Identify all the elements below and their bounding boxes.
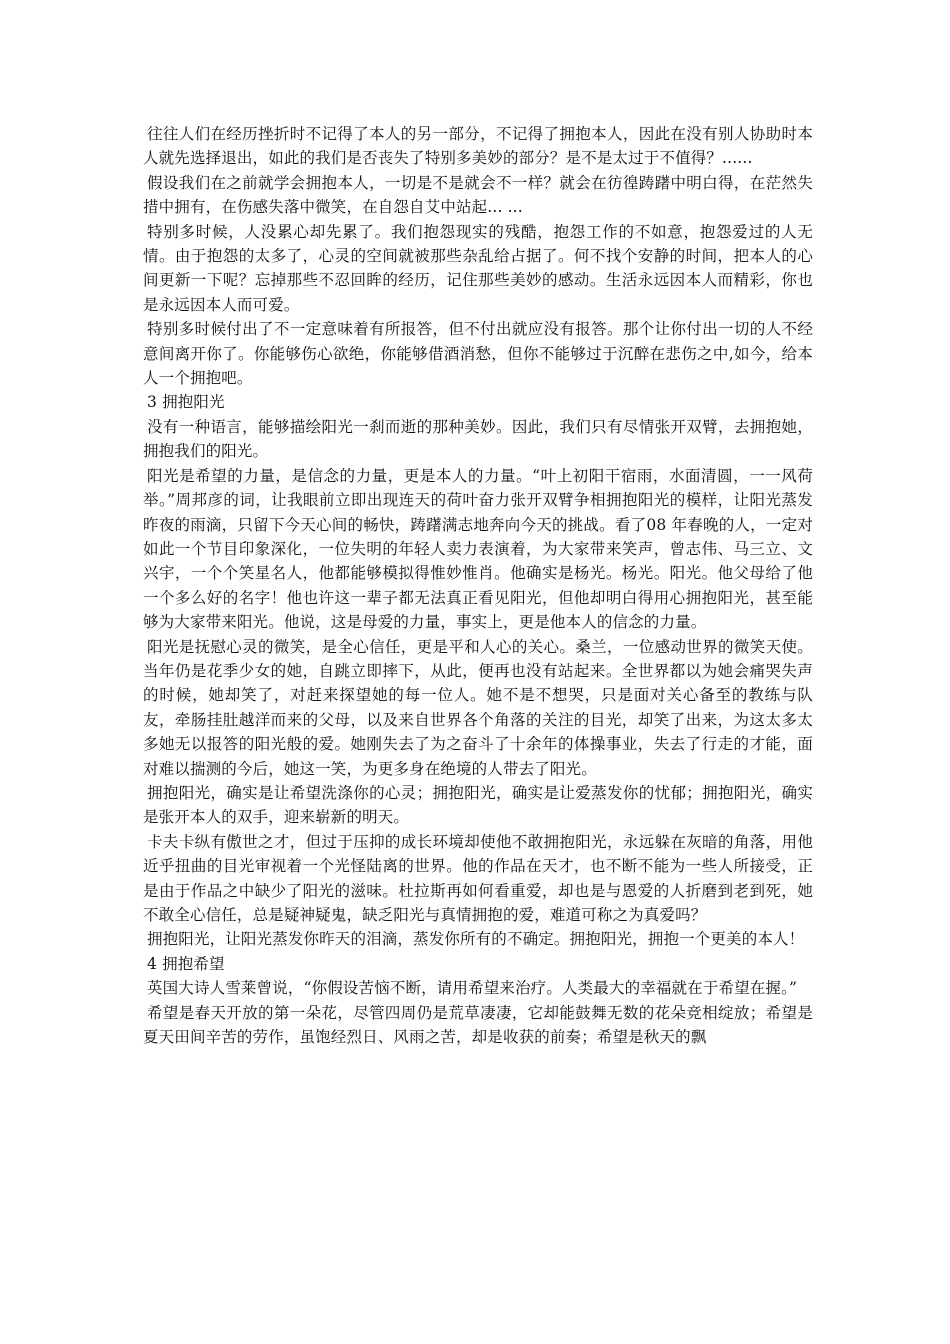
paragraph: 阳光是抚慰心灵的微笑，是全心信任，更是平和人心的关心。桑兰，一位感动世界的微笑天使。当年仍是花季少女的她，自跳立即摔下，从此，便再也没有站起来。全世界都以为她会痛哭失声的时候，她却笑了，对赶来探望她的每一位人。她不是不想哭，只是面对关心备至的教练与队友，牵肠挂肚越洋而来的父母，以及来自世界各个角落的关注的目光，却笑了出来，为这太多太多她无以报答的阳光般的爱。她刚失去了为之奋斗了十余年的体操事业，失去了行走的才能，面对难以揣测的今后，她这一笑，为更多身在绝境的人带去了阳光。 <box>143 637 813 778</box>
paragraph: 卡夫卡纵有傲世之才，但过于压抑的成长环境却使他不敢拥抱阳光，永远躲在灰暗的角落，用他近乎扭曲的目光审视着一个光怪陆离的世界。他的作品在天才，也不断不能为一些人所接受，正是由于作品之中缺少了阳光的滋味。杜拉斯再如何看重爱，却也是与恩爱的人折磨到老到死，她不敢全心信任，总是疑神疑鬼，缺乏阳光与真情拥抱的爱，难道可称之为真爱吗？ <box>143 832 813 924</box>
paragraph: 希望是春天开放的第一朵花，尽管四周仍是荒草凄凄，它却能鼓舞无数的花朵竞相绽放；希望是夏天田间辛苦的劳作，虽饱经烈日、风雨之苦，却是收获的前奏；希望是秋天的飘 <box>143 1003 813 1047</box>
paragraph: 特别多时候付出了不一定意味着有所报答，但不付出就应没有报答。那个让你付出一切的人不经意间离开你了。你能够伤心欲绝，你能够借酒消愁，但你不能够过于沉醉在悲伤之中,如今，给本人一个拥抱吧。 <box>143 320 813 388</box>
paragraph: 特别多时候，人没累心却先累了。我们抱怨现实的残酷，抱怨工作的不如意，抱怨爱过的人无情。由于抱怨的太多了，心灵的空间就被那些杂乱给占据了。何不找个安静的时间，把本人的心间更新一下呢？忘掉那些不忍回眸的经历，记住那些美妙的感动。生活永远因本人而精彩，你也是永远因本人而可爱。 <box>143 222 813 314</box>
paragraph: 往往人们在经历挫折时不记得了本人的另一部分，不记得了拥抱本人，因此在没有别人协助时本人就先选择退出，如此的我们是否丧失了特别多美妙的部分？是不是太过于不值得？...... <box>143 125 813 168</box>
paragraph: 英国大诗人雪莱曾说，“你假设苦恼不断，请用希望来治疗。人类最大的幸福就在于希望在握。” <box>147 979 798 998</box>
paragraph: 阳光是希望的力量，是信念的力量，更是本人的力量。“叶上初阳干宿雨，水面清圆，一一风荷举。”周邦彦的词，让我眼前立即出现连天的荷叶奋力张开双臂争相拥抱阳光的模样，让阳光蒸发昨夜的雨滴，只留下今天心间的畅快，踌躇满志地奔向今天的挑战。看了08 年春晚的人，一定对如此一个节目印象深化，一位失明的年轻人卖力表演着，为大家带来笑声，曾志伟、马三立、文兴宇，一个个笑星名人，他都能够模拟得惟妙惟肖。他确实是杨光。杨光。阳光。他父母给了他一个多么好的名字！他也许这一辈子都无法真正看见阳光，但他却明白得用心拥抱阳光，甚至能够为大家带来阳光。他说，这是母爱的力量，事实上，更是他本人的信念的力量。 <box>143 466 813 632</box>
section-heading: 3 拥抱阳光 <box>147 393 225 412</box>
document-body <box>143 122 813 1049</box>
paragraph: 拥抱阳光，让阳光蒸发你昨天的泪滴，蒸发你所有的不确定。拥抱阳光，拥抱一个更美的本人！ <box>147 930 805 949</box>
paragraph: 没有一种语言，能够描绘阳光一刹而逝的那种美妙。因此，我们只有尽情张开双臂，去拥抱她，拥抱我们的阳光。 <box>143 417 813 461</box>
section-heading: 4 拥抱希望 <box>147 954 225 973</box>
paragraph: 假设我们在之前就学会拥抱本人，一切是不是就会不一样？就会在彷徨踌躇中明白得，在茫然失措中拥有，在伤感失落中微笑，在自怨自艾中站起... ... <box>143 173 813 217</box>
paragraph: 拥抱阳光，确实是让希望洗涤你的心灵；拥抱阳光，确实是让爱蒸发你的忧郁；拥抱阳光，确实是张开本人的双手，迎来崭新的明天。 <box>143 783 813 827</box>
